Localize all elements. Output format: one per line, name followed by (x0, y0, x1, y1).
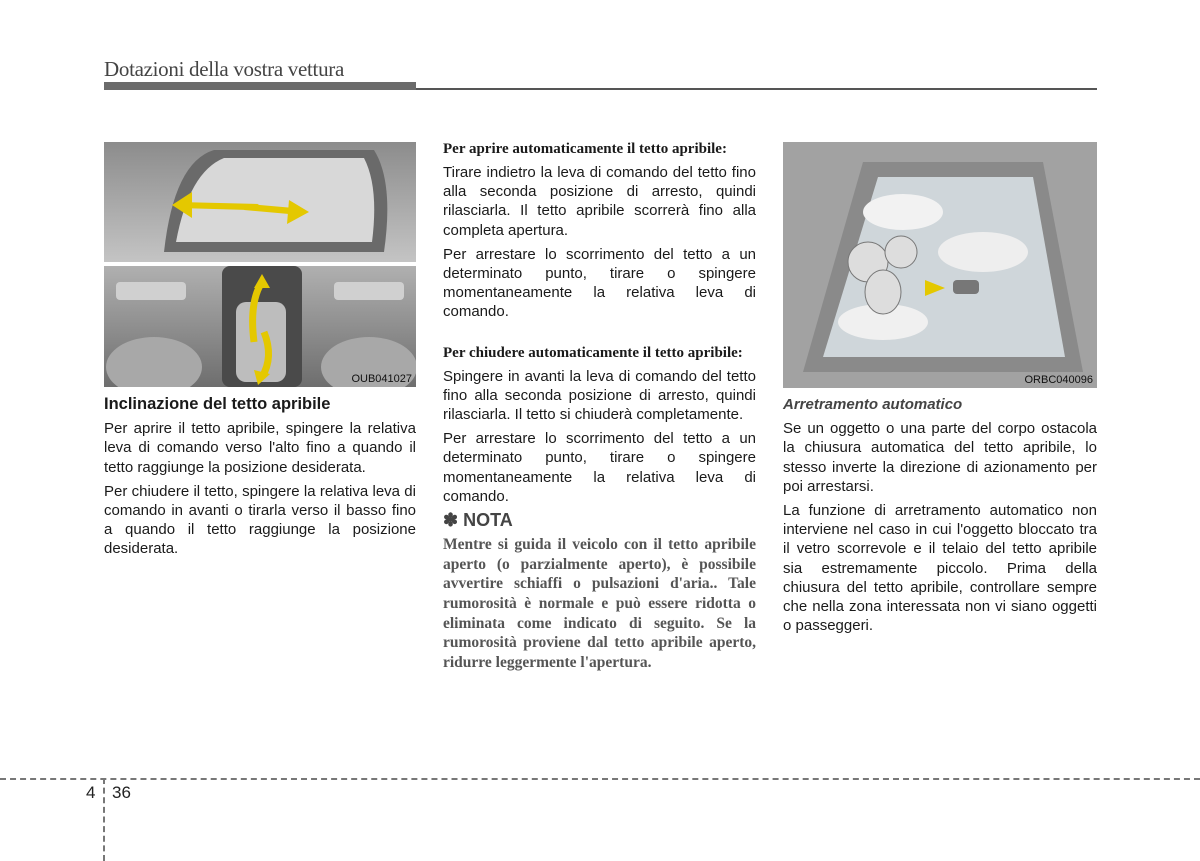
column-auto-open-close (443, 140, 756, 677)
note-title: ✽ NOTA (443, 510, 513, 531)
page-number: 36 (112, 783, 131, 802)
page-header-title: Dotazioni della vostra vettura (104, 57, 344, 81)
section-heading: Inclinazione del tetto apribile (104, 395, 331, 413)
paragraph: La funzione di arretramento automatico non interviene nel caso in cui l'oggetto bloccato tra il vetro scorrevole e il telaio del tetto apribile sia estremamente piccolo. Prima della chiusura del tetto apribile, controllare sempre che nella zona interessata non vi siano oggetti o passeggeri. (783, 502, 1097, 635)
paragraph: Per chiudere il tetto, spingere la relativa leva di comando in avanti o tirarla verso il basso fino a quando il tetto raggiunge la posizione desiderata. (104, 482, 416, 558)
footer-divider (103, 778, 105, 861)
sunroof-tilt-illustration-icon (104, 142, 416, 387)
figure-caption: ORBC040096 (1024, 374, 1093, 386)
paragraph: Per arrestare lo scorrimento del tetto a un determinato punto, tirare o spingere momentaneamente la relativa leva di comando. (443, 430, 756, 505)
paragraph: Se un oggetto o una parte del corpo ostacola la chiusura automatica del tetto apribile, lo stesso inverte la direzione di azionamento per poi arrestarsi. (783, 420, 1097, 495)
header-rule (416, 88, 1097, 90)
note-body: Mentre si guida il veicolo con il tetto apribile aperto (o parzialmente aperto), è possibile avvertire schiaffi o pulsazioni d'aria.. Tale rumorosità è normale e può essere ridotta o eliminata come indicato di seguito. Se la rumorosità proviene dal tetto apribile aperto, ridurre leggermente l'apertura. (443, 536, 756, 671)
section-heading: Arretramento automatico (783, 396, 963, 413)
header-bar (104, 82, 416, 90)
figure-sunroof-tilt (104, 142, 416, 387)
sunroof-auto-reverse-illustration-icon (783, 142, 1097, 388)
figure-auto-reverse (783, 142, 1097, 388)
paragraph: Tirare indietro la leva di comando del tetto fino alla seconda posizione di arresto, quindi rilasciarla. Il tetto apribile scorrerà fino alla completa apertura. (443, 164, 756, 239)
footer-rule (0, 778, 1200, 780)
column-tilt (104, 395, 416, 564)
column-auto-reverse (783, 395, 1097, 640)
paragraph: Per aprire il tetto apribile, spingere la relativa leva di comando verso l'alto fino a quando il tetto raggiunge la posizione desiderata. (104, 420, 416, 476)
figure-caption: OUB041027 (351, 373, 412, 385)
paragraph: Per arrestare lo scorrimento del tetto a un determinato punto, tirare o spingere momentaneamente la relativa leva di comando. (443, 245, 756, 321)
section-number: 4 (86, 783, 96, 802)
section-heading: Per aprire automaticamente il tetto apribile: (443, 141, 727, 157)
paragraph: Spingere in avanti la leva di comando del tetto fino alla seconda posizione di arresto, quindi rilasciarla. Il tetto si chiuderà completamente. (443, 367, 756, 424)
section-heading: Per chiudere automaticamente il tetto apribile: (443, 344, 743, 361)
